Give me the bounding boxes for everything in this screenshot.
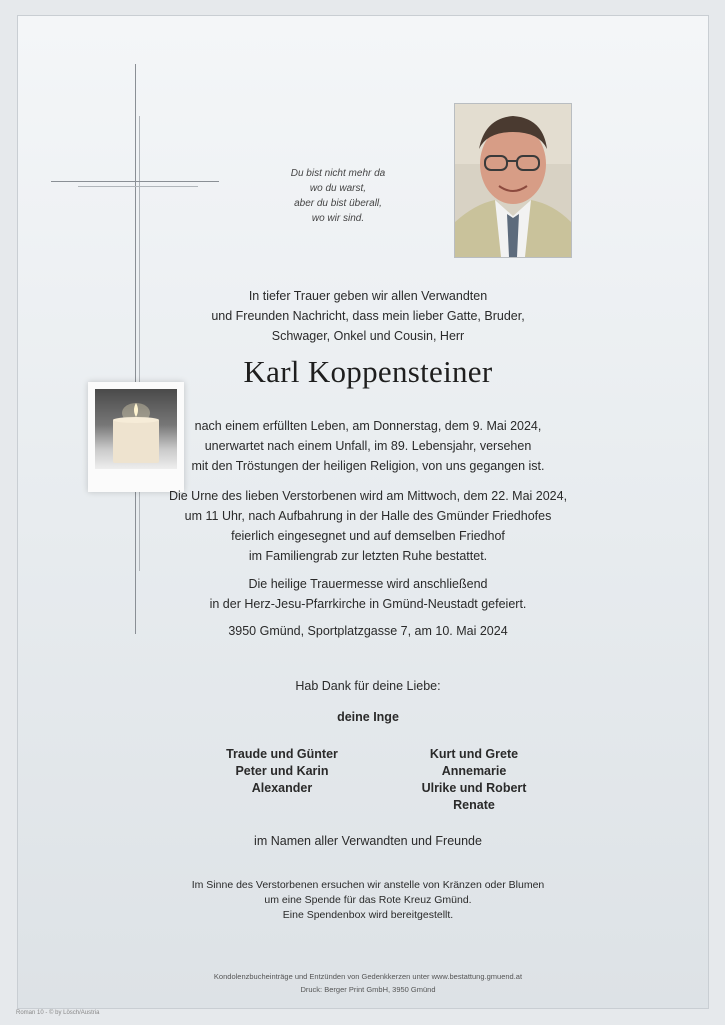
portrait-photo	[454, 103, 572, 258]
intro-line: und Freunden Nachricht, dass mein lieber Gatte, Bruder,	[211, 309, 525, 323]
obituary-card	[18, 16, 708, 1008]
family-member: Alexander	[251, 781, 313, 795]
death-notice-line: mit den Tröstungen der heiligen Religion, von uns gegangen ist.	[191, 459, 545, 473]
portrait-figure	[455, 104, 571, 257]
quote-line: wo du warst,	[309, 183, 367, 194]
quote-line: wo wir sind.	[311, 213, 365, 224]
family-member: Ulrike und Robert	[421, 781, 527, 795]
family-list-right	[374, 746, 574, 814]
mass-line: in der Herz-Jesu-Pfarrkirche in Gmünd-Neustadt gefeiert.	[209, 597, 527, 611]
family-member: Traude und Günter	[226, 747, 338, 761]
funeral-line: im Familiengrab zur letzten Ruhe bestattet.	[248, 549, 488, 563]
intro-line: In tiefer Trauer geben wir allen Verwandten	[248, 289, 488, 303]
cross-vertical-line-2	[139, 116, 140, 571]
signer-name: deine Inge	[337, 710, 399, 724]
funeral-line: um 11 Uhr, nach Aufbahrung in der Halle des Gmünder Friedhofes	[184, 509, 552, 523]
request-line: um eine Spende für das Rote Kreuz Gmünd.	[264, 894, 472, 906]
footer	[158, 970, 578, 996]
donation-request	[158, 878, 578, 923]
cross-horizontal-line	[51, 181, 219, 182]
footer-line: Druck: Berger Print GmbH, 3950 Gmünd	[300, 985, 436, 994]
family-member: Annemarie	[441, 764, 507, 778]
funeral-line: Die Urne des lieben Verstorbenen wird am Mittwoch, dem 22. Mai 2024,	[168, 489, 568, 503]
mass-text	[158, 574, 578, 614]
death-notice-text	[158, 416, 578, 476]
funeral-text	[158, 486, 578, 566]
relatives-line: im Namen aller Verwandten und Freunde	[254, 834, 482, 848]
intro-line: Schwager, Onkel und Cousin, Herr	[271, 329, 465, 343]
intro-text	[188, 286, 548, 346]
place-date: 3950 Gmünd, Sportplatzgasse 7, am 10. Mai 2024	[228, 624, 508, 638]
request-line: Eine Spendenbox wird bereitgestellt.	[282, 909, 454, 921]
death-notice-line: unerwartet nach einem Unfall, im 89. Lebensjahr, versehen	[204, 439, 532, 453]
family-member: Kurt und Grete	[429, 747, 519, 761]
deceased-name: Karl Koppensteiner	[243, 354, 493, 389]
print-imprint: Roman 10 - © by Lösch/Austria	[16, 1010, 100, 1016]
mass-line: Die heilige Trauermesse wird anschließend	[248, 577, 488, 591]
family-list-left	[182, 746, 382, 797]
memorial-quote	[268, 166, 408, 226]
thanks-line: Hab Dank für deine Liebe:	[295, 679, 441, 693]
family-member: Renate	[453, 798, 495, 812]
quote-line: aber du bist überall,	[294, 198, 382, 209]
funeral-line: feierlich eingesegnet und auf demselben Friedhof	[231, 529, 505, 543]
death-notice-line: nach einem erfüllten Leben, am Donnerstag, dem 9. Mai 2024,	[194, 419, 542, 433]
cross-horizontal-line-2	[78, 186, 198, 187]
footer-line: Kondolenzbucheinträge und Entzünden von Gedenkkerzen unter www.bestattung.gmuend.at	[213, 972, 523, 981]
cross-vertical-line	[135, 64, 136, 634]
family-member: Peter und Karin	[235, 764, 329, 778]
request-line: Im Sinne des Verstorbenen ersuchen wir anstelle von Kränzen oder Blumen	[191, 879, 545, 891]
quote-line: Du bist nicht mehr da	[290, 168, 386, 179]
